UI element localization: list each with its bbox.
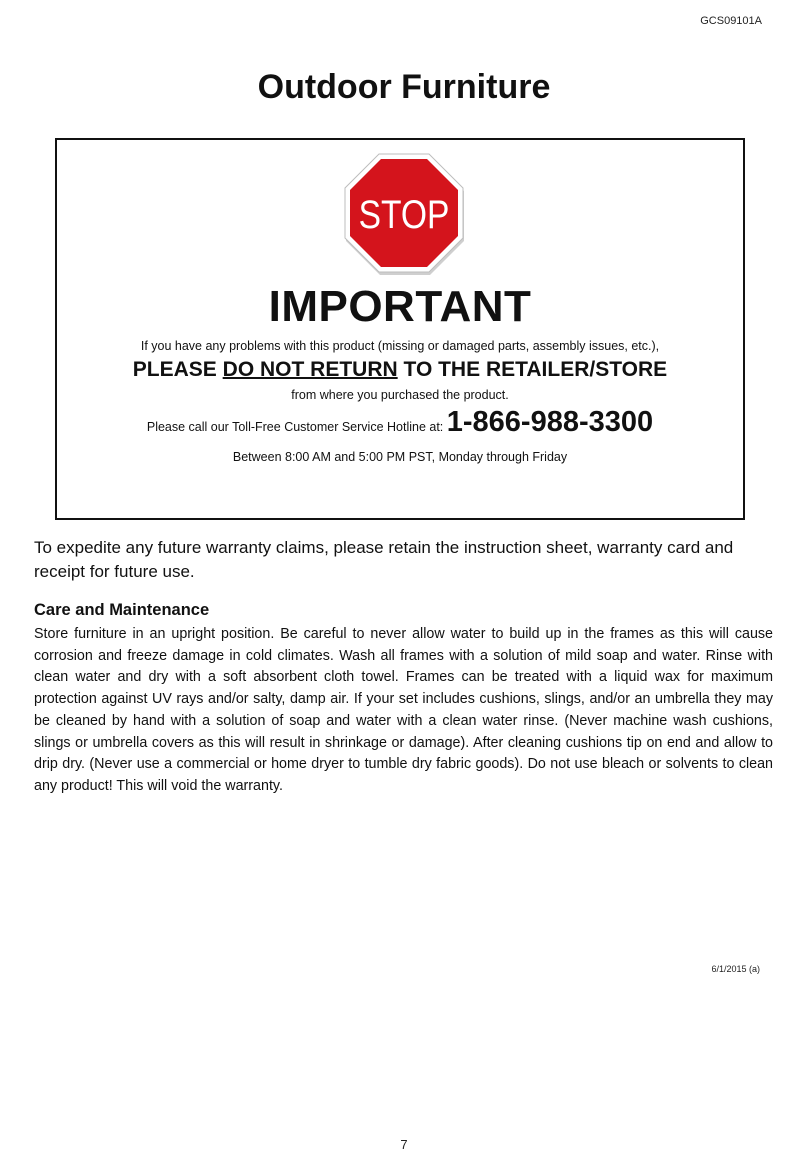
- retailer-suffix: TO THE RETAILER/STORE: [397, 358, 668, 381]
- do-not-return-line: [57, 358, 743, 382]
- care-maintenance-paragraph: Store furniture in an upright position. Be careful to never allow water to build up in the frames as this will cause corrosion and freeze damage in cold climates. Wash all frames with a solution of mild soap and water. Rinse with clean water and dry with a soft absorbent cloth towel. Frames can be treated with a liquid wax for maximum protection against UV rays and/or salty, damp air. If your set includes cushions, slings, and/or an umbrella they may be cleaned by hand with a solution of soap and water with a clean water rinse. (Never machine wash cushions, slings or umbrella covers as this will result in shrinkage or damage). After cleaning cushions tip on end and allow to drip dry. (Never use a commercial or home dryer to tumble dry fabric goods). Do not use bleach or solvents to clean any product! This will void the warranty.: [34, 626, 773, 794]
- problem-statement: If you have any problems with this product (missing or damaged parts, assembly issues, etc.),: [140, 339, 660, 353]
- please-prefix: PLEASE: [132, 358, 223, 381]
- do-not-return-emphasis: DO NOT RETURN: [222, 358, 398, 381]
- important-notice-box: [55, 138, 745, 520]
- important-heading: IMPORTANT: [268, 282, 532, 331]
- hotline-phone-number: 1-866-988-3300: [446, 406, 654, 438]
- stop-sign-icon: [342, 153, 466, 277]
- stop-sign-text: STOP: [358, 192, 450, 237]
- hotline-label: Please call our Toll-Free Customer Service Hotline at:: [146, 420, 447, 434]
- hotline-row: [57, 406, 743, 439]
- warranty-intro-paragraph: To expedite any future warranty claims, please retain the instruction sheet, warranty card and receipt for future use.: [34, 538, 734, 581]
- care-maintenance-heading: Care and Maintenance: [34, 601, 210, 619]
- purchased-from-line: from where you purchased the product.: [291, 388, 509, 402]
- page-title: Outdoor Furniture: [257, 68, 551, 106]
- service-hours: Between 8:00 AM and 5:00 PM PST, Monday through Friday: [232, 450, 568, 464]
- document-date: 6/1/2015 (a): [711, 964, 760, 974]
- document-code: GCS09101A: [700, 15, 762, 27]
- page-number: 7: [400, 1137, 408, 1152]
